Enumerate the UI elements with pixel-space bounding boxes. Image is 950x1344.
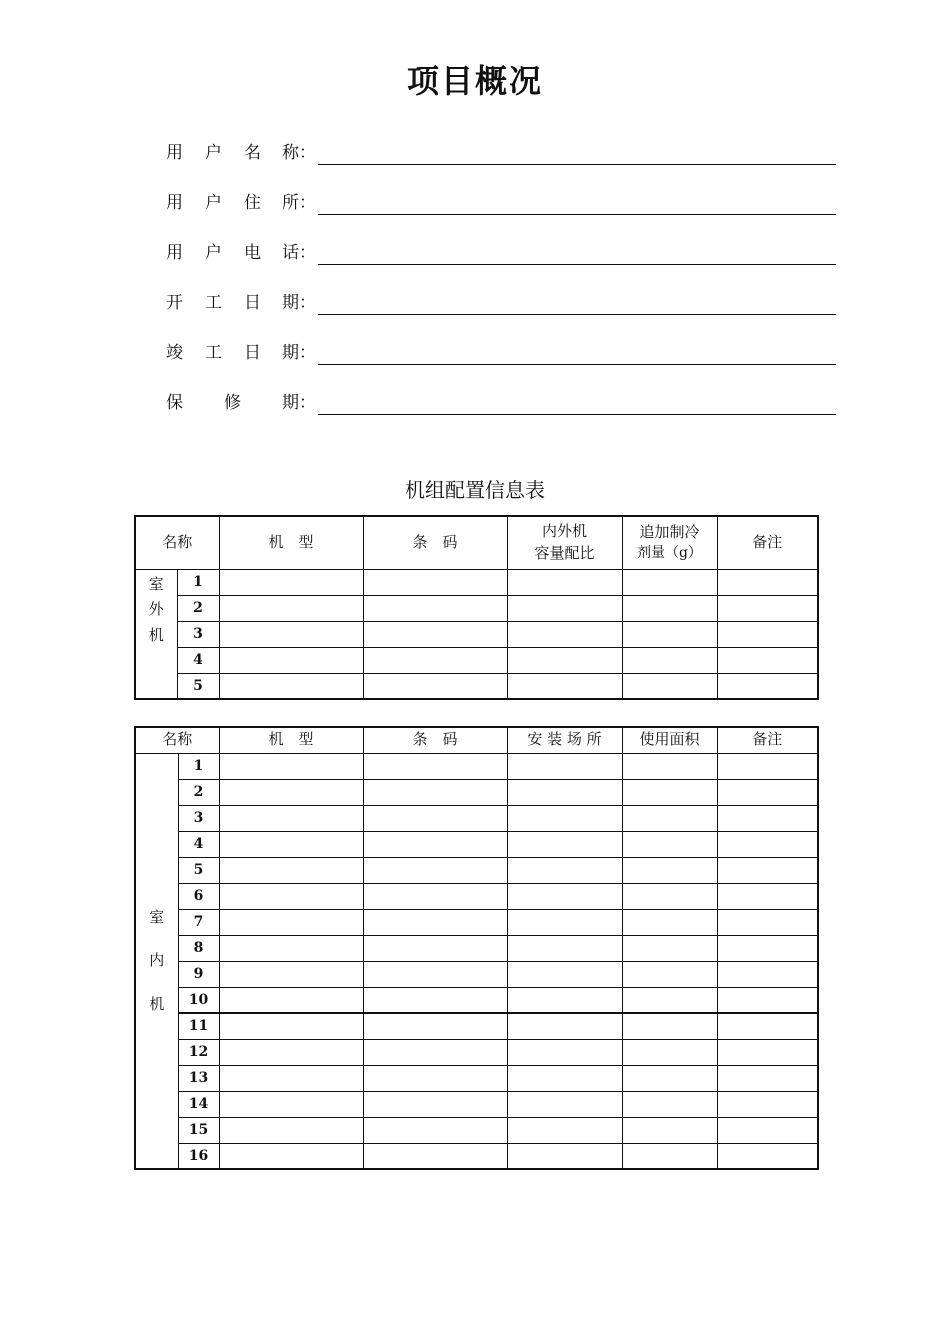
header-remark: 备注 — [717, 516, 818, 569]
usage-area-cell[interactable] — [622, 1013, 717, 1039]
model-cell[interactable] — [219, 1013, 363, 1039]
field-label-char: 住 — [244, 193, 261, 213]
remark-cell[interactable] — [717, 1013, 818, 1039]
header-install-location: 安 装 场 所 — [507, 727, 622, 753]
added-refrigerant-cell[interactable] — [622, 673, 717, 699]
completion-date-field — [166, 340, 836, 366]
table-row — [135, 621, 818, 647]
barcode-cell[interactable] — [363, 857, 507, 883]
field-label-char: 工 — [205, 343, 222, 363]
row-number: 7 — [178, 909, 219, 935]
barcode-cell[interactable] — [363, 569, 507, 595]
row-number: 4 — [178, 831, 219, 857]
remark-cell[interactable] — [717, 831, 818, 857]
barcode-cell[interactable] — [363, 935, 507, 961]
outdoor-unit-table — [134, 515, 819, 700]
barcode-cell[interactable] — [363, 1013, 507, 1039]
usage-area-cell[interactable] — [622, 935, 717, 961]
row-number: 16 — [178, 1143, 219, 1169]
barcode-cell[interactable] — [363, 909, 507, 935]
usage-area-cell[interactable] — [622, 831, 717, 857]
remark-cell[interactable] — [717, 1117, 818, 1143]
table-row — [135, 647, 818, 673]
usage-area-cell[interactable] — [622, 805, 717, 831]
table-row — [135, 805, 818, 831]
field-label — [166, 190, 316, 216]
usage-area-cell[interactable] — [622, 753, 717, 779]
header-added-refrigerant-line2: 剂量（g） — [637, 545, 702, 562]
barcode-cell[interactable] — [363, 987, 507, 1013]
field-label-char: 竣 — [166, 343, 183, 363]
model-cell[interactable] — [219, 987, 363, 1013]
barcode-cell[interactable] — [363, 831, 507, 857]
usage-area-cell[interactable] — [622, 1039, 717, 1065]
remark-cell[interactable] — [717, 961, 818, 987]
model-cell[interactable] — [219, 883, 363, 909]
added-refrigerant-cell[interactable] — [622, 595, 717, 621]
header-barcode: 条 码 — [363, 727, 507, 753]
barcode-cell[interactable] — [363, 595, 507, 621]
table-row — [135, 857, 818, 883]
user-address-field — [166, 190, 836, 216]
indoor-header-row — [135, 727, 818, 753]
remark-cell[interactable] — [717, 569, 818, 595]
barcode-cell[interactable] — [363, 673, 507, 699]
remark-cell[interactable] — [717, 595, 818, 621]
field-label-char: 名 — [244, 143, 261, 163]
field-label-char: 期： — [282, 393, 316, 413]
model-cell[interactable] — [219, 1039, 363, 1065]
header-capacity-ratio-line1: 内外机 — [542, 522, 588, 540]
header-capacity-ratio-line2: 容量配比 — [534, 543, 595, 562]
model-cell[interactable] — [219, 1065, 363, 1091]
barcode-cell[interactable] — [363, 1091, 507, 1117]
usage-area-cell[interactable] — [622, 909, 717, 935]
field-label-char: 用 — [166, 243, 183, 263]
model-cell[interactable] — [219, 595, 363, 621]
remark-cell[interactable] — [717, 909, 818, 935]
table-row — [135, 1065, 818, 1091]
row-number: 5 — [177, 673, 219, 699]
group-label-cell — [135, 569, 177, 699]
remark-cell[interactable] — [717, 1065, 818, 1091]
remark-cell[interactable] — [717, 987, 818, 1013]
table-row — [135, 831, 818, 857]
field-label-char: 话： — [282, 243, 316, 263]
model-cell[interactable] — [219, 935, 363, 961]
row-number: 1 — [177, 569, 219, 595]
field-label-char: 户 — [205, 143, 222, 163]
fill-in-line[interactable] — [318, 364, 836, 365]
model-cell[interactable] — [219, 831, 363, 857]
group-label-char: 外 — [148, 600, 164, 618]
install-location-cell[interactable] — [507, 805, 622, 831]
barcode-cell[interactable] — [363, 883, 507, 909]
install-location-cell[interactable] — [507, 857, 622, 883]
install-location-cell[interactable] — [507, 883, 622, 909]
field-label-char: 用 — [166, 193, 183, 213]
field-label-char: 电 — [244, 243, 261, 263]
table-row — [135, 595, 818, 621]
usage-area-cell[interactable] — [622, 857, 717, 883]
field-label — [166, 390, 316, 416]
field-label-char: 保 — [166, 393, 183, 413]
remark-cell[interactable] — [717, 1143, 818, 1169]
barcode-cell[interactable] — [363, 1117, 507, 1143]
table-row — [135, 673, 818, 699]
section-title: 机组配置信息表 — [405, 478, 545, 502]
user-name-field — [166, 140, 836, 166]
field-label — [166, 140, 316, 166]
field-label — [166, 340, 316, 366]
row-number: 8 — [178, 935, 219, 961]
row-number: 9 — [178, 961, 219, 987]
fill-in-line[interactable] — [318, 264, 836, 265]
capacity-ratio-cell[interactable] — [507, 621, 622, 647]
row-number: 12 — [178, 1039, 219, 1065]
field-label-char: 称： — [282, 143, 316, 163]
remark-cell[interactable] — [717, 1091, 818, 1117]
table-row — [135, 569, 818, 595]
field-label-char: 工 — [205, 293, 222, 313]
field-label-char: 日 — [244, 293, 261, 313]
added-refrigerant-cell[interactable] — [622, 621, 717, 647]
model-cell[interactable] — [219, 673, 363, 699]
header-remark: 备注 — [717, 727, 818, 753]
header-model: 机 型 — [219, 516, 363, 569]
install-location-cell[interactable] — [507, 753, 622, 779]
group-label-char: 机 — [149, 994, 165, 1013]
field-label-char: 户 — [205, 193, 222, 213]
row-number: 11 — [178, 1013, 219, 1039]
table-row — [135, 987, 818, 1013]
table-row — [135, 909, 818, 935]
header-added-refrigerant — [622, 516, 717, 569]
warranty-period-field — [166, 390, 836, 416]
install-location-cell[interactable] — [507, 1091, 622, 1117]
field-label-char: 期： — [282, 343, 316, 363]
model-cell[interactable] — [219, 1117, 363, 1143]
table-row — [135, 1117, 818, 1143]
field-label-char: 用 — [166, 143, 183, 163]
remark-cell[interactable] — [717, 857, 818, 883]
table-row — [135, 1013, 818, 1039]
capacity-ratio-cell[interactable] — [507, 673, 622, 699]
row-number: 4 — [177, 647, 219, 673]
capacity-ratio-cell[interactable] — [507, 569, 622, 595]
fill-in-line[interactable] — [318, 414, 836, 415]
usage-area-cell[interactable] — [622, 779, 717, 805]
header-barcode: 条 码 — [363, 516, 507, 569]
install-location-cell[interactable] — [507, 1039, 622, 1065]
row-number: 10 — [178, 987, 219, 1013]
install-location-cell[interactable] — [507, 935, 622, 961]
table-row — [135, 961, 818, 987]
remark-cell[interactable] — [717, 805, 818, 831]
page-title: 项目概况 — [406, 62, 543, 100]
table-row — [135, 779, 818, 805]
row-number: 13 — [178, 1065, 219, 1091]
field-label-char: 开 — [166, 293, 183, 313]
usage-area-cell[interactable] — [622, 1117, 717, 1143]
usage-area-cell[interactable] — [622, 1065, 717, 1091]
header-added-refrigerant-line1: 追加制冷 — [639, 522, 700, 541]
model-cell[interactable] — [219, 569, 363, 595]
install-location-cell[interactable] — [507, 1143, 622, 1169]
added-refrigerant-cell[interactable] — [622, 569, 717, 595]
start-date-field — [166, 290, 836, 316]
table-row — [135, 935, 818, 961]
field-label — [166, 240, 316, 266]
table-row — [135, 1039, 818, 1065]
field-label-char: 户 — [205, 243, 222, 263]
barcode-cell[interactable] — [363, 647, 507, 673]
capacity-ratio-cell[interactable] — [507, 595, 622, 621]
model-cell[interactable] — [219, 805, 363, 831]
group-label-char: 内 — [149, 951, 165, 969]
fill-in-line[interactable] — [318, 314, 836, 315]
install-location-cell[interactable] — [507, 909, 622, 935]
capacity-ratio-cell[interactable] — [507, 647, 622, 673]
row-number: 3 — [178, 805, 219, 831]
header-model: 机 型 — [219, 727, 363, 753]
remark-cell[interactable] — [717, 935, 818, 961]
barcode-cell[interactable] — [363, 1143, 507, 1169]
user-phone-field — [166, 240, 836, 266]
row-number: 2 — [178, 779, 219, 805]
install-location-cell[interactable] — [507, 779, 622, 805]
indoor-unit-table — [134, 726, 819, 1170]
barcode-cell[interactable] — [363, 1039, 507, 1065]
table-row — [135, 753, 818, 779]
header-name: 名称 — [135, 727, 219, 753]
model-cell[interactable] — [219, 647, 363, 673]
barcode-cell[interactable] — [363, 961, 507, 987]
field-label — [166, 290, 316, 316]
model-cell[interactable] — [219, 1091, 363, 1117]
usage-area-cell[interactable] — [622, 1091, 717, 1117]
row-number: 1 — [178, 753, 219, 779]
table-row — [135, 883, 818, 909]
remark-cell[interactable] — [717, 647, 818, 673]
row-number: 2 — [177, 595, 219, 621]
barcode-cell[interactable] — [363, 779, 507, 805]
row-number: 6 — [178, 883, 219, 909]
usage-area-cell[interactable] — [622, 1143, 717, 1169]
barcode-cell[interactable] — [363, 1065, 507, 1091]
header-capacity-ratio — [507, 516, 622, 569]
field-label-char: 期： — [282, 293, 316, 313]
row-number: 15 — [178, 1117, 219, 1143]
group-label-char: 机 — [148, 625, 164, 644]
table-row — [135, 1143, 818, 1169]
row-number: 14 — [178, 1091, 219, 1117]
table-row — [135, 1091, 818, 1117]
row-number: 3 — [177, 621, 219, 647]
group-label-char: 室 — [149, 907, 165, 926]
outdoor-header-row — [135, 516, 818, 569]
model-cell[interactable] — [219, 961, 363, 987]
model-cell[interactable] — [219, 857, 363, 883]
group-label-char: 室 — [148, 574, 164, 593]
model-cell[interactable] — [219, 621, 363, 647]
install-location-cell[interactable] — [507, 1013, 622, 1039]
field-label-char: 日 — [244, 343, 261, 363]
model-cell[interactable] — [219, 909, 363, 935]
usage-area-cell[interactable] — [622, 987, 717, 1013]
row-number: 5 — [178, 857, 219, 883]
install-location-cell[interactable] — [507, 831, 622, 857]
fill-in-line[interactable] — [318, 214, 836, 215]
barcode-cell[interactable] — [363, 621, 507, 647]
model-cell[interactable] — [219, 753, 363, 779]
install-location-cell[interactable] — [507, 1065, 622, 1091]
usage-area-cell[interactable] — [622, 883, 717, 909]
install-location-cell[interactable] — [507, 1117, 622, 1143]
header-usage-area: 使用面积 — [622, 727, 717, 753]
fill-in-line[interactable] — [318, 164, 836, 165]
install-location-cell[interactable] — [507, 961, 622, 987]
remark-cell[interactable] — [717, 883, 818, 909]
remark-cell[interactable] — [717, 1039, 818, 1065]
group-label-cell — [135, 753, 178, 1169]
model-cell[interactable] — [219, 1143, 363, 1169]
field-label-char: 修 — [224, 393, 241, 413]
field-label-char: 所： — [282, 193, 316, 213]
header-name: 名称 — [135, 516, 219, 569]
remark-cell[interactable] — [717, 621, 818, 647]
remark-cell[interactable] — [717, 673, 818, 699]
remark-cell[interactable] — [717, 753, 818, 779]
remark-cell[interactable] — [717, 779, 818, 805]
barcode-cell[interactable] — [363, 805, 507, 831]
barcode-cell[interactable] — [363, 753, 507, 779]
added-refrigerant-cell[interactable] — [622, 647, 717, 673]
model-cell[interactable] — [219, 779, 363, 805]
usage-area-cell[interactable] — [622, 961, 717, 987]
install-location-cell[interactable] — [507, 987, 622, 1013]
